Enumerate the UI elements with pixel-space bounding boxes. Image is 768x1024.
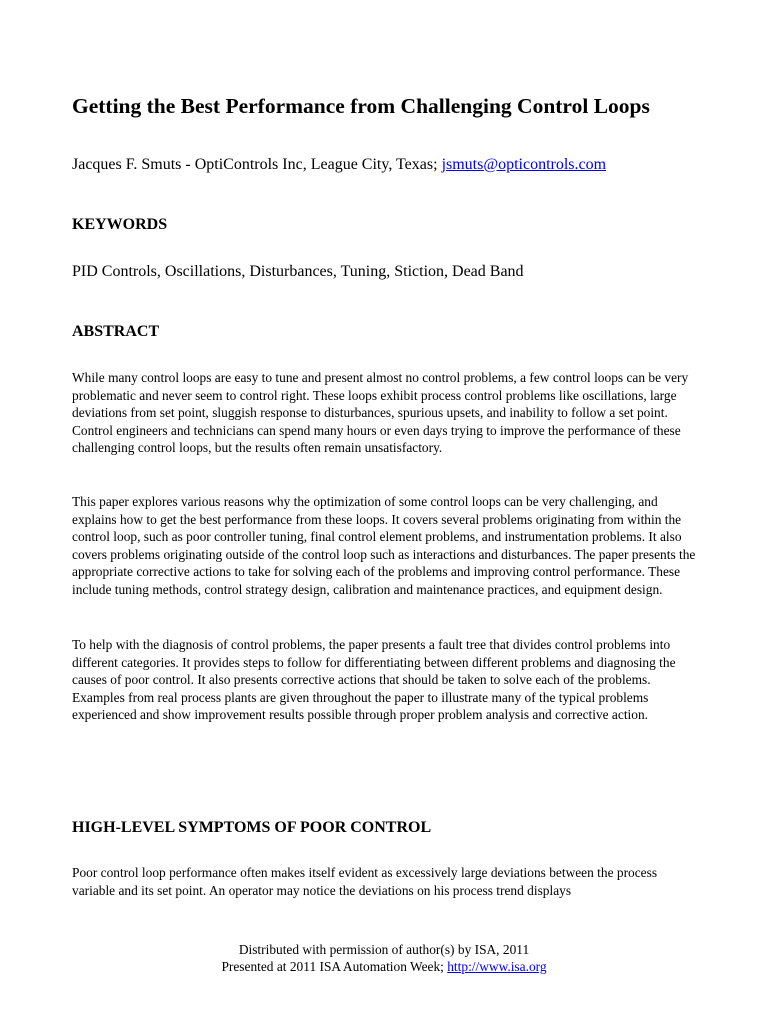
section-heading: HIGH-LEVEL SYMPTOMS OF POOR CONTROL bbox=[72, 819, 432, 836]
footer-presented-text: Presented at 2011 ISA Automation Week; bbox=[221, 959, 448, 974]
author-affiliation: Jacques F. Smuts - OptiControls Inc, League City, Texas; bbox=[72, 156, 442, 173]
author-line bbox=[72, 156, 606, 174]
keywords-heading: KEYWORDS bbox=[72, 216, 168, 233]
footer-distribution-line: Distributed with permission of author(s) by ISA, 2011 bbox=[238, 942, 530, 957]
abstract-paragraph-3: To help with the diagnosis of control problems, the paper presents a fault tree that divides control problems into different categories. It provides steps to follow for differentiating between different problems and diagnosing the causes of poor control. It also presents corrective actions that should be taken to solve each of the problems. Examples from real process plants are given throughout the paper to illustrate many of the typical problems experienced and show improvement results possible through proper problem analysis and corrective action. bbox=[72, 637, 676, 723]
paper-title: Getting the Best Performance from Challenging Control Loops bbox=[72, 94, 650, 118]
abstract-paragraph-1: While many control loops are easy to tune and present almost no control problems, a few control loops can be very problematic and never seem to control right. These loops exhibit process control problems like oscillations, large deviations from set point, sluggish response to disturbances, spurious upsets, and inability to follow a set point. Control engineers and technicians can spend many hours or even days trying to improve the performance of these challenging control loops, but the results often remain unsatisfactory. bbox=[72, 370, 689, 456]
footer-presented-line bbox=[0, 958, 768, 975]
keywords-list: PID Controls, Oscillations, Disturbances, Tuning, Stiction, Dead Band bbox=[72, 263, 524, 280]
abstract-paragraph-2: This paper explores various reasons why the optimization of some control loops can be very challenging, and explains how to get the best performance from these loops. It covers several problems originating from within the control loop, such as poor controller tuning, final control element problems, and instrumentation problems. It also covers problems originating outside of the control loop such as interactions and disturbances. The paper presents the appropriate corrective actions to take for solving each of the problems and improving control performance. These include tuning methods, control strategy design, calibration and maintenance practices, and equipment design. bbox=[72, 494, 696, 597]
author-email-link[interactable]: jsmuts@opticontrols.com bbox=[441, 156, 607, 173]
page-footer bbox=[0, 941, 768, 975]
section-paragraph: Poor control loop performance often makes itself evident as excessively large deviations between the process variable and its set point. An operator may notice the deviations on his process trend displays bbox=[72, 865, 658, 898]
footer-isa-link[interactable]: http://www.isa.org bbox=[447, 959, 547, 974]
abstract-heading: ABSTRACT bbox=[72, 323, 160, 340]
